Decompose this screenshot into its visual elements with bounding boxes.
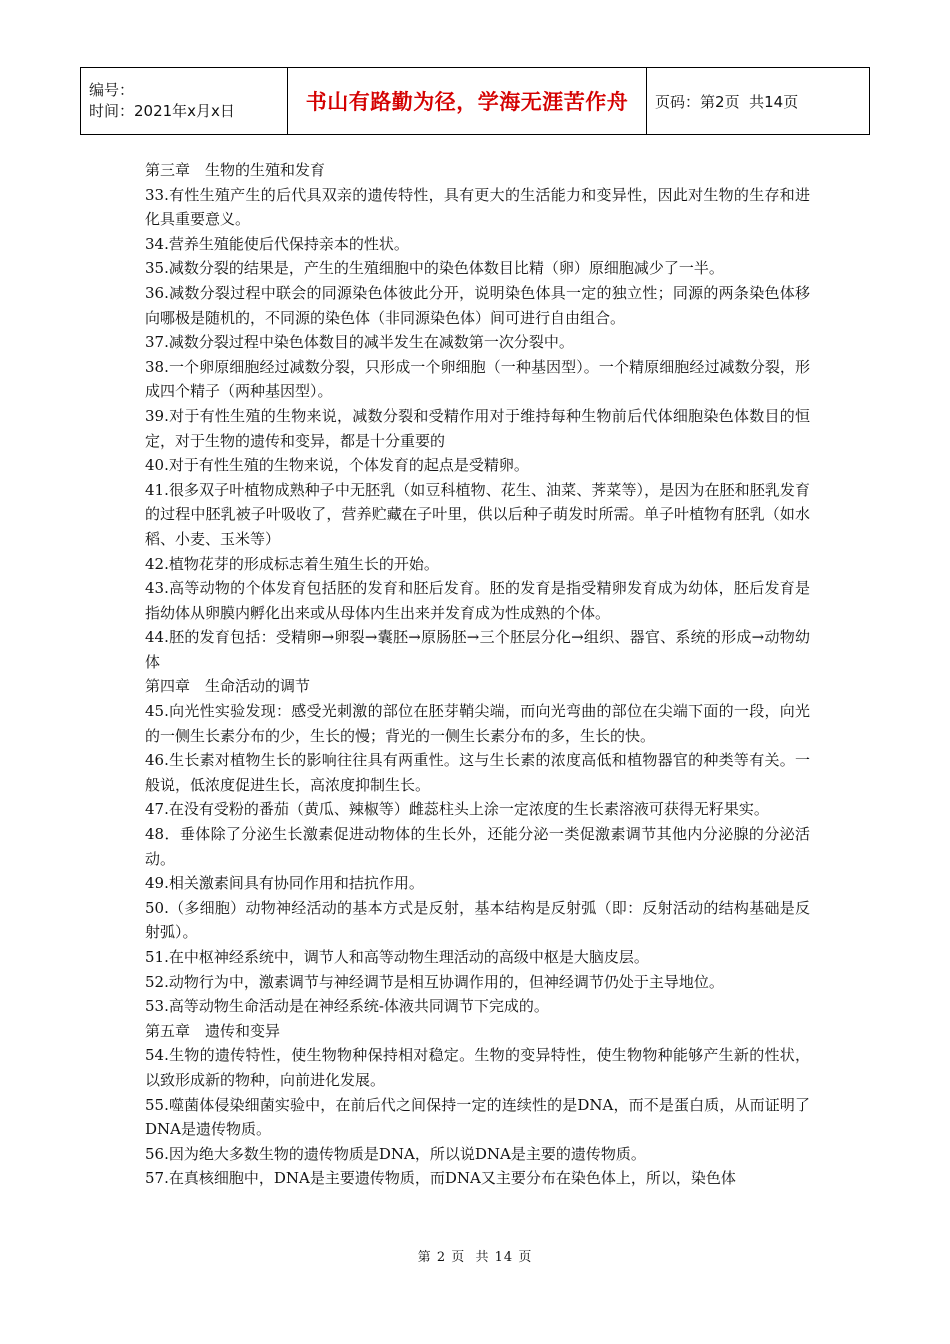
page-footer <box>0 1246 950 1265</box>
header-meta-cell <box>81 68 288 135</box>
serial-label: 编号： <box>89 81 135 99</box>
paragraph: 42.植物花芽的形成标志着生殖生长的开始。 <box>145 554 439 573</box>
paragraph: 38.一个卵原细胞经过减数分裂，只形成一个卵细胞（一种基因型）。一个精原细胞经过减数分裂，形成四个精子（两种基因型）。 <box>145 357 810 401</box>
paragraph: 45.向光性实验发现：感受光刺激的部位在胚芽鞘尖端，而向光弯曲的部位在尖端下面的一段，向光的一侧生长素分布的少，生长的慢；背光的一侧生长素分布的多，生长的快。 <box>145 702 810 745</box>
page-total: 14 <box>764 92 784 111</box>
paragraph: 34.营养生殖能使后代保持亲本的性状。 <box>145 234 409 253</box>
paragraph: 33.有性生殖产生的后代具双亲的遗传特性，具有更大的生活能力和变异性，因此对生物的生存和进化具重要意义。 <box>145 185 810 229</box>
footer-total: 14 <box>494 1250 514 1265</box>
page-current: 2 <box>715 92 725 111</box>
paragraph: 37.减数分裂过程中染色体数目的减半发生在减数第一次分裂中。 <box>145 333 574 352</box>
page-middle: 页 共 <box>724 92 765 111</box>
paragraph: 57.在真核细胞中，DNA是主要遗传物质，而DNA又主要分布在染色体上，所以，染色体 <box>145 1169 736 1188</box>
paragraph: 54.生物的遗传特性，使生物物种保持相对稳定。生物的变异特性，使生物物种能够产生新的性状，以致形成新的物种，向前进化发展。 <box>145 1046 810 1089</box>
page-header <box>80 67 870 135</box>
paragraph: 35.减数分裂的结果是，产生的生殖细胞中的染色体数目比精（卵）原细胞减少了一半。 <box>145 259 724 278</box>
footer-suffix: 页 <box>518 1250 533 1265</box>
header-page-number <box>647 68 870 135</box>
paragraph: 36.减数分裂过程中联会的同源染色体彼此分开，说明染色体具一定的独立性；同源的两条染色体移向哪极是随机的，不同源的染色体（非同源染色体）间可进行自由组合。 <box>145 283 810 327</box>
motto: 书山有路勤为径，学海无涯苦作舟 <box>288 68 647 135</box>
page-suffix: 页 <box>783 92 799 111</box>
paragraph: 50.（多细胞）动物神经活动的基本方式是反射，基本结构是反射弧（即：反射活动的结构基础是反射弧）。 <box>145 898 810 942</box>
paragraph: 47.在没有受粉的番茄（黄瓜、辣椒等）雌蕊柱头上涂一定浓度的生长素溶液可获得无籽果实。 <box>145 800 769 819</box>
chapter-heading: 第三章 生物的生殖和发育 <box>145 161 326 179</box>
paragraph: 43.高等动物的个体发育包括胚的发育和胚后发育。胚的发育是指受精卵发育成为幼体，胚后发育是指幼体从卵膜内孵化出来或从母体内生出来并发育成为性成熟的个体。 <box>145 579 810 622</box>
paragraph: 39.对于有性生殖的生物来说，减数分裂和受精作用对于维持每种生物前后代体细胞染色体数目的恒定，对于生物的遗传和变异，都是十分重要的 <box>145 406 810 450</box>
paragraph: 41.很多双子叶植物成熟种子中无胚乳（如豆科植物、花生、油菜、荠菜等），是因为在胚和胚乳发育的过程中胚乳被子叶吸收了，营养贮藏在子叶里，供以后种子萌发时所需。单子叶植物有胚乳（如水稻、小麦、玉米等） <box>145 480 810 548</box>
paragraph: 48．垂体除了分泌生长激素促进动物体的生长外，还能分泌一类促激素调节其他内分泌腺的分泌活动。 <box>145 825 810 868</box>
paragraph: 52.动物行为中，激素调节与神经调节是相互协调作用的，但神经调节仍处于主导地位。 <box>145 972 724 991</box>
chapter-heading: 第五章 遗传和变异 <box>145 1021 281 1040</box>
paragraph: 55.噬菌体侵染细菌实验中，在前后代之间保持一定的连续性的是DNA，而不是蛋白质，从而证明了DNA是遗传物质。 <box>145 1095 810 1139</box>
paragraph: 51.在中枢神经系统中，调节人和高等动物生理活动的高级中枢是大脑皮层。 <box>145 948 649 966</box>
paragraph: 46.生长素对植物生长的影响往往具有两重性。这与生长素的浓度高低和植物器官的种类等有关。一般说，低浓度促进生长，高浓度抑制生长。 <box>145 751 810 794</box>
chapter-heading: 第四章 生命活动的调节 <box>145 677 311 696</box>
paragraph: 56.因为绝大多数生物的遗传物质是DNA，所以说DNA是主要的遗传物质。 <box>145 1144 646 1163</box>
paragraph: 44.胚的发育包括：受精卵→卵裂→囊胚→原肠胚→三个胚层分化→组织、器官、系统的形成→动物幼体 <box>145 628 810 671</box>
paragraph: 53.高等动物生命活动是在神经系统-体液共同调节下完成的。 <box>145 997 549 1016</box>
paragraph: 49.相关激素间具有协同作用和拮抗作用。 <box>145 874 424 893</box>
footer-prefix: 第 <box>417 1250 432 1265</box>
paragraph: 40.对于有性生殖的生物来说，个体发育的起点是受精卵。 <box>145 456 529 475</box>
footer-current: 2 <box>436 1250 447 1265</box>
time-text: 时间：2021年x月x日 <box>89 102 235 120</box>
document-body <box>145 158 810 1191</box>
page-prefix: 页码：第 <box>655 92 716 111</box>
footer-middle: 页 共 <box>451 1250 490 1265</box>
